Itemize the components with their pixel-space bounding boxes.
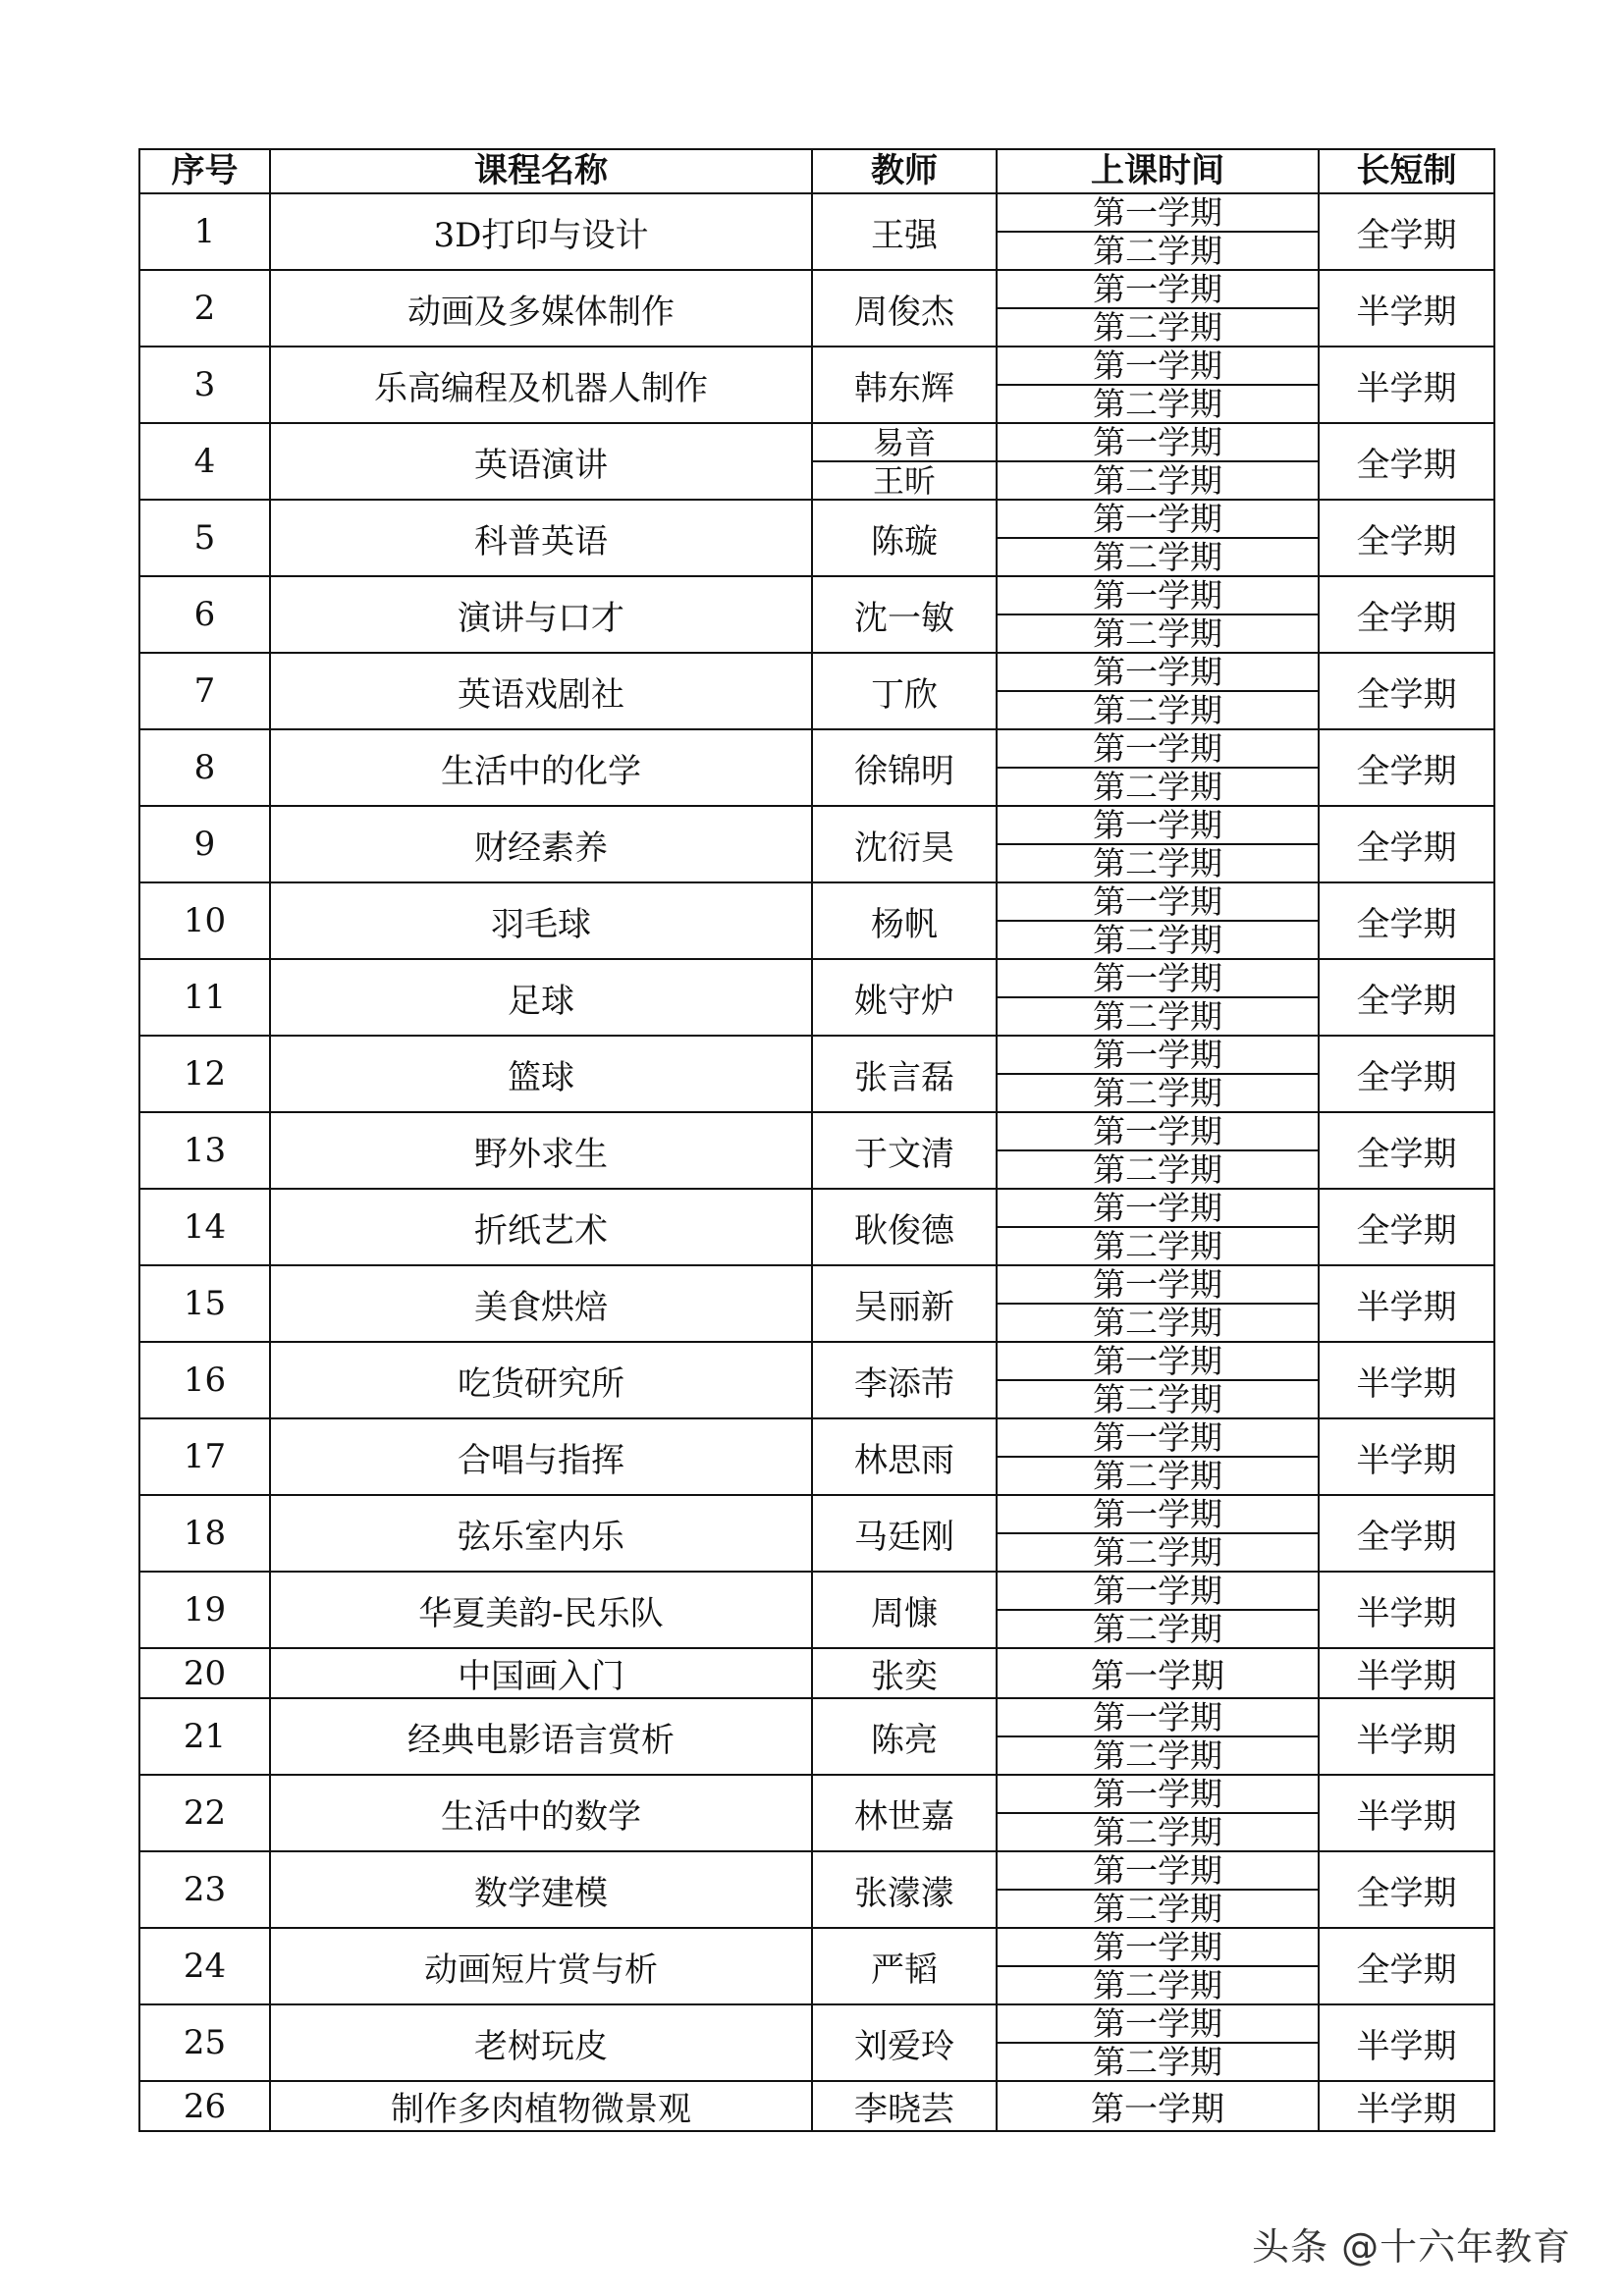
- term-cell: [997, 1112, 1319, 1189]
- teacher-cell: 李添芾: [812, 1342, 997, 1418]
- teacher-cell: 沈一敏: [812, 576, 997, 653]
- seq-cell: 18: [139, 1495, 270, 1572]
- length-cell: 半学期: [1319, 2081, 1494, 2131]
- term-cell: [997, 423, 1319, 500]
- seq-cell: 23: [139, 1851, 270, 1928]
- table-row: [139, 1928, 1494, 2004]
- term-label: 第一学期: [1093, 1698, 1222, 1736]
- teacher-cell: 周慷: [812, 1572, 997, 1648]
- term-cell: [997, 347, 1319, 423]
- header-teacher: 教师: [812, 149, 997, 193]
- table-row: [139, 1418, 1494, 1495]
- table-row: [139, 270, 1494, 347]
- table-row: [139, 2004, 1494, 2081]
- term-stack: [998, 501, 1318, 575]
- term-label: 第二学期: [998, 1532, 1318, 1571]
- seq-cell: 6: [139, 576, 270, 653]
- seq-cell: 14: [139, 1189, 270, 1265]
- term-stack: [998, 960, 1318, 1035]
- length-cell: 全学期: [1319, 1495, 1494, 1572]
- teacher-cell: 吴丽新: [812, 1265, 997, 1342]
- term-label: 第一学期: [1093, 1112, 1222, 1150]
- term-label: 第二学期: [998, 1226, 1318, 1264]
- term-stack: [998, 1037, 1318, 1111]
- length-cell: 半学期: [1319, 1572, 1494, 1648]
- table-row: [139, 959, 1494, 1036]
- header-course: 课程名称: [270, 149, 812, 193]
- term-cell: [997, 2004, 1319, 2081]
- table-row: [139, 653, 1494, 729]
- header-row: [139, 149, 1494, 193]
- term-label: 第二学期: [998, 843, 1318, 881]
- seq-cell: 20: [139, 1648, 270, 1698]
- seq-cell: 11: [139, 959, 270, 1036]
- seq-cell: 22: [139, 1775, 270, 1851]
- term-label: 第一学期: [1093, 1928, 1222, 1966]
- length-cell: 全学期: [1319, 1851, 1494, 1928]
- term-label: 第二学期: [998, 614, 1318, 652]
- term-stack: [998, 271, 1318, 346]
- term-label: 第一学期: [1093, 576, 1222, 614]
- term-label: 第二学期: [998, 767, 1318, 805]
- length-cell: 全学期: [1319, 729, 1494, 806]
- teacher-name: 易音: [872, 423, 936, 461]
- course-name-cell: 足球: [270, 959, 812, 1036]
- term-label: 第一学期: [1093, 1775, 1222, 1813]
- table-row: [139, 1851, 1494, 1928]
- term-label: 第一学期: [1093, 423, 1222, 461]
- term-label: 第一学期: [1093, 500, 1222, 538]
- seq-cell: 4: [139, 423, 270, 500]
- term-cell: [997, 1572, 1319, 1648]
- course-name-cell: 美食烘焙: [270, 1265, 812, 1342]
- seq-cell: 19: [139, 1572, 270, 1648]
- table-header: [139, 149, 1494, 193]
- table-row: [139, 193, 1494, 270]
- term-label: 第一学期: [1093, 347, 1222, 385]
- seq-cell: 25: [139, 2004, 270, 2081]
- seq-cell: 21: [139, 1698, 270, 1775]
- term-stack: [998, 1699, 1318, 1774]
- term-label: 第二学期: [998, 996, 1318, 1035]
- teacher-cell: 周俊杰: [812, 270, 997, 347]
- table-row: [139, 576, 1494, 653]
- term-cell: [997, 1342, 1319, 1418]
- teacher-cell: 韩东辉: [812, 347, 997, 423]
- seq-cell: 2: [139, 270, 270, 347]
- teacher-cell: 林世嘉: [812, 1775, 997, 1851]
- length-cell: 全学期: [1319, 576, 1494, 653]
- term-stack: [998, 424, 1318, 499]
- term-stack: [998, 1113, 1318, 1188]
- course-name-cell: 科普英语: [270, 500, 812, 576]
- course-name-cell: 弦乐室内乐: [270, 1495, 812, 1572]
- course-name-cell: 英语戏剧社: [270, 653, 812, 729]
- teacher-cell: 张濛濛: [812, 1851, 997, 1928]
- term-cell: [997, 1418, 1319, 1495]
- term-label: 第一学期: [1093, 1572, 1222, 1610]
- term-label: 第二学期: [998, 460, 1318, 499]
- seq-cell: 10: [139, 882, 270, 959]
- term-label: 第一学期: [1093, 729, 1222, 768]
- term-label: 第二学期: [998, 1965, 1318, 2003]
- teacher-cell: 陈璇: [812, 500, 997, 576]
- term-label: 第一学期: [1093, 653, 1222, 691]
- term-label: 第二学期: [998, 690, 1318, 728]
- course-name-cell: 生活中的化学: [270, 729, 812, 806]
- table-row: [139, 806, 1494, 882]
- term-cell: [997, 500, 1319, 576]
- table-row: [139, 1342, 1494, 1418]
- term-label: 第一学期: [1093, 959, 1222, 997]
- course-name-cell: 数学建模: [270, 1851, 812, 1928]
- seq-cell: 1: [139, 193, 270, 270]
- course-name-cell: 吃货研究所: [270, 1342, 812, 1418]
- length-cell: 全学期: [1319, 1928, 1494, 2004]
- course-name-cell: 合唱与指挥: [270, 1418, 812, 1495]
- teacher-cell: 于文清: [812, 1112, 997, 1189]
- term-stack: [998, 194, 1318, 269]
- length-cell: 半学期: [1319, 1648, 1494, 1698]
- course-name-cell: 3D打印与设计: [270, 193, 812, 270]
- term-stack: [998, 654, 1318, 728]
- table-row: [139, 882, 1494, 959]
- course-name-cell: 财经素养: [270, 806, 812, 882]
- seq-cell: 26: [139, 2081, 270, 2131]
- term-label: 第一学期: [1093, 882, 1222, 921]
- term-label: 第二学期: [998, 307, 1318, 346]
- course-name-cell: 制作多肉植物微景观: [270, 2081, 812, 2131]
- term-label: 第一学期: [1093, 270, 1222, 308]
- seq-cell: 3: [139, 347, 270, 423]
- length-cell: 全学期: [1319, 959, 1494, 1036]
- length-cell: 半学期: [1319, 2004, 1494, 2081]
- term-stack: [998, 1419, 1318, 1494]
- teacher-cell: 马廷刚: [812, 1495, 997, 1572]
- length-cell: 半学期: [1319, 270, 1494, 347]
- term-cell: [997, 1851, 1319, 1928]
- table-row: [139, 423, 1494, 500]
- length-cell: 全学期: [1319, 1189, 1494, 1265]
- term-stack: [998, 1190, 1318, 1264]
- term-label: 第二学期: [998, 1379, 1318, 1417]
- term-cell: [997, 576, 1319, 653]
- term-stack: [998, 1496, 1318, 1571]
- term-label: 第二学期: [998, 1609, 1318, 1647]
- term-stack: [998, 1852, 1318, 1927]
- course-name-cell: 折纸艺术: [270, 1189, 812, 1265]
- length-cell: 全学期: [1319, 193, 1494, 270]
- header-time: 上课时间: [997, 149, 1319, 193]
- term-cell: [997, 1928, 1319, 2004]
- term-stack: [998, 807, 1318, 881]
- length-cell: 半学期: [1319, 1265, 1494, 1342]
- table-row: [139, 1648, 1494, 1698]
- teacher-cell: 沈衍昊: [812, 806, 997, 882]
- term-label: 第一学期: [1093, 193, 1222, 232]
- course-name-cell: 野外求生: [270, 1112, 812, 1189]
- term-label: 第二学期: [998, 1149, 1318, 1188]
- term-cell: [997, 806, 1319, 882]
- table-row: [139, 1112, 1494, 1189]
- term-stack: [998, 883, 1318, 958]
- teacher-cell: 林思雨: [812, 1418, 997, 1495]
- term-label: 第二学期: [998, 537, 1318, 575]
- length-cell: 半学期: [1319, 347, 1494, 423]
- term-label: 第二学期: [998, 1073, 1318, 1111]
- course-name-cell: 经典电影语言赏析: [270, 1698, 812, 1775]
- term-stack: [998, 730, 1318, 805]
- term-label: 第二学期: [998, 1889, 1318, 1927]
- term-label: 第一学期: [1093, 1418, 1222, 1457]
- teacher-cell: [812, 423, 997, 500]
- course-table: [138, 148, 1495, 2132]
- term-label: 第二学期: [998, 1735, 1318, 1774]
- term-cell: [997, 1036, 1319, 1112]
- length-cell: 全学期: [1319, 882, 1494, 959]
- term-label: 第一学期: [1093, 1189, 1222, 1227]
- term-cell: [997, 1189, 1319, 1265]
- term-label: 第二学期: [998, 920, 1318, 958]
- seq-cell: 13: [139, 1112, 270, 1189]
- term-stack: [998, 347, 1318, 422]
- seq-cell: 5: [139, 500, 270, 576]
- term-label: 第二学期: [998, 1303, 1318, 1341]
- term-cell: [997, 1775, 1319, 1851]
- table-row: [139, 347, 1494, 423]
- seq-cell: 7: [139, 653, 270, 729]
- table-row: [139, 1495, 1494, 1572]
- term-cell: 第一学期: [997, 2081, 1319, 2131]
- length-cell: 全学期: [1319, 500, 1494, 576]
- term-cell: [997, 1698, 1319, 1775]
- seq-cell: 8: [139, 729, 270, 806]
- teacher-cell: 姚守炉: [812, 959, 997, 1036]
- teacher-cell: 耿俊德: [812, 1189, 997, 1265]
- table-row: [139, 1036, 1494, 1112]
- term-cell: [997, 1265, 1319, 1342]
- seq-cell: 17: [139, 1418, 270, 1495]
- term-label: 第一学期: [1093, 1495, 1222, 1533]
- teacher-cell: 丁欣: [812, 653, 997, 729]
- seq-cell: 24: [139, 1928, 270, 2004]
- watermark-text: 头条 @十六年教育: [1252, 2225, 1572, 2269]
- term-label: 第二学期: [998, 2042, 1318, 2080]
- length-cell: 全学期: [1319, 423, 1494, 500]
- course-name-cell: 动画短片赏与析: [270, 1928, 812, 2004]
- course-name-cell: 乐高编程及机器人制作: [270, 347, 812, 423]
- table-row: [139, 1189, 1494, 1265]
- term-cell: 第一学期: [997, 1648, 1319, 1698]
- term-cell: [997, 270, 1319, 347]
- term-label: 第一学期: [1093, 1851, 1222, 1890]
- length-cell: 全学期: [1319, 806, 1494, 882]
- seq-cell: 16: [139, 1342, 270, 1418]
- term-cell: [997, 193, 1319, 270]
- course-name-cell: 动画及多媒体制作: [270, 270, 812, 347]
- term-stack: [998, 1343, 1318, 1417]
- course-name-cell: 演讲与口才: [270, 576, 812, 653]
- length-cell: 半学期: [1319, 1775, 1494, 1851]
- seq-cell: 9: [139, 806, 270, 882]
- length-cell: 半学期: [1319, 1698, 1494, 1775]
- table-row: [139, 2081, 1494, 2131]
- term-cell: [997, 882, 1319, 959]
- term-label: 第一学期: [1093, 1265, 1222, 1304]
- term-label: 第二学期: [998, 384, 1318, 422]
- term-label: 第一学期: [1093, 2004, 1222, 2043]
- teacher-cell: 杨帆: [812, 882, 997, 959]
- term-label: 第二学期: [998, 231, 1318, 269]
- teacher-cell: 刘爱玲: [812, 2004, 997, 2081]
- term-cell: [997, 653, 1319, 729]
- term-label: 第一学期: [1093, 1036, 1222, 1074]
- course-name-cell: 中国画入门: [270, 1648, 812, 1698]
- table-row: [139, 1265, 1494, 1342]
- table-body: [139, 193, 1494, 2131]
- header-length: 长短制: [1319, 149, 1494, 193]
- term-cell: [997, 959, 1319, 1036]
- course-name-cell: 篮球: [270, 1036, 812, 1112]
- teacher-cell: 王强: [812, 193, 997, 270]
- term-stack: [998, 1266, 1318, 1341]
- term-stack: [998, 2005, 1318, 2080]
- teacher-cell: 严韬: [812, 1928, 997, 2004]
- term-label: 第二学期: [998, 1456, 1318, 1494]
- header-seq: 序号: [139, 149, 270, 193]
- term-stack: [998, 577, 1318, 652]
- table-row: [139, 1775, 1494, 1851]
- table-row: [139, 1572, 1494, 1648]
- course-name-cell: 华夏美韵-民乐队: [270, 1572, 812, 1648]
- course-name-cell: 羽毛球: [270, 882, 812, 959]
- term-label: 第一学期: [1093, 806, 1222, 844]
- term-cell: [997, 1495, 1319, 1572]
- teacher-name: 王昕: [813, 460, 996, 499]
- teacher-stack: [813, 424, 996, 499]
- term-label: 第一学期: [1093, 1342, 1222, 1380]
- length-cell: 全学期: [1319, 1112, 1494, 1189]
- course-name-cell: 英语演讲: [270, 423, 812, 500]
- seq-cell: 15: [139, 1265, 270, 1342]
- course-name-cell: 生活中的数学: [270, 1775, 812, 1851]
- table-row: [139, 729, 1494, 806]
- course-name-cell: 老树玩皮: [270, 2004, 812, 2081]
- length-cell: 全学期: [1319, 653, 1494, 729]
- term-stack: [998, 1573, 1318, 1647]
- term-cell: [997, 729, 1319, 806]
- term-label: 第二学期: [998, 1812, 1318, 1850]
- seq-cell: 12: [139, 1036, 270, 1112]
- length-cell: 半学期: [1319, 1342, 1494, 1418]
- length-cell: 全学期: [1319, 1036, 1494, 1112]
- length-cell: 半学期: [1319, 1418, 1494, 1495]
- teacher-cell: 张奕: [812, 1648, 997, 1698]
- teacher-cell: 徐锦明: [812, 729, 997, 806]
- teacher-cell: 陈亮: [812, 1698, 997, 1775]
- term-stack: [998, 1776, 1318, 1850]
- teacher-cell: 李晓芸: [812, 2081, 997, 2131]
- teacher-cell: 张言磊: [812, 1036, 997, 1112]
- table-row: [139, 1698, 1494, 1775]
- table-row: [139, 500, 1494, 576]
- term-stack: [998, 1929, 1318, 2003]
